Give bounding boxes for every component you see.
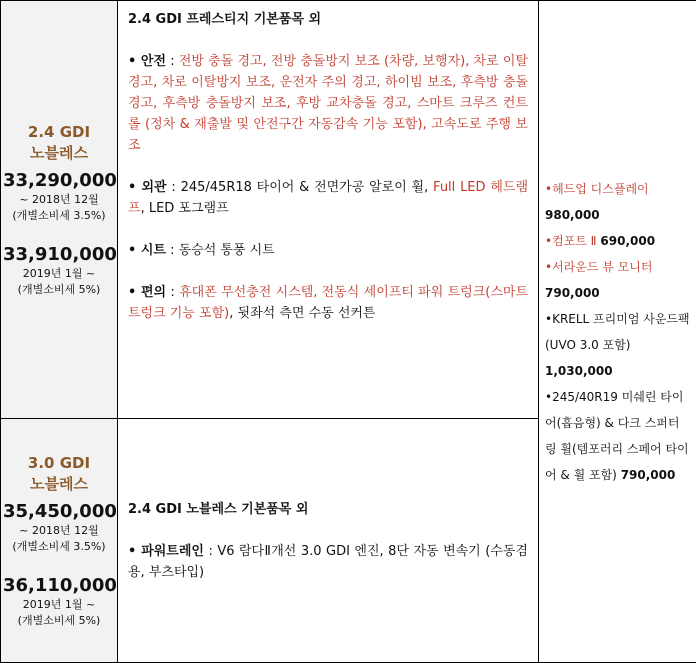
option-name: •헤드업 디스플레이 — [545, 176, 690, 202]
feature-convenience — [128, 282, 528, 324]
feature-text: 전방 충돌 경고, 전방 충돌방지 보조 (차량, 보행자), 차로 이탈 경고, 차로 이탈방지 보조, 운전자 주의 경고, 하이빔 보조, 후측방 충돌 경고, 후측방 충돌방지 보조, 후방 교차충돌 경고, 스마트 크루즈 컨트롤 (정차 & 재출발 및 안전구간 자동감속 기능 포함), 고속도로 주행 보조 — [128, 54, 528, 153]
feature-sep: : — [166, 285, 179, 300]
feature-text: , LED 포그램프 — [141, 201, 229, 216]
option-item — [545, 306, 690, 384]
option-item — [545, 254, 690, 306]
option-item — [545, 384, 690, 488]
features-cell-24 — [118, 1, 539, 419]
feature-label: • 편의 — [128, 285, 166, 300]
option-price: 690,000 — [600, 234, 655, 248]
trim-cell-24 — [1, 1, 118, 419]
price-period-note: ~ 2018년 12월 — [3, 523, 115, 539]
option-name: •서라운드 뷰 모니터 — [545, 254, 690, 280]
feature-label: • 파워트레인 — [128, 544, 204, 559]
features-title: 2.4 GDI 프레스티지 기본품목 외 — [128, 9, 528, 30]
feature-safety — [128, 51, 528, 156]
trim-price: 35,450,000 — [3, 501, 115, 523]
trim-name — [3, 453, 115, 495]
option-item — [545, 176, 690, 228]
option-price: 790,000 — [545, 280, 690, 306]
feature-sep: : — [167, 180, 181, 195]
option-price: 1,030,000 — [545, 358, 690, 384]
trim-name-line2: 노블레스 — [3, 143, 115, 164]
feature-text: 245/45R18 타이어 & 전면가공 알로이 휠, — [181, 180, 433, 195]
tax-note: (개별소비세 3.5%) — [3, 539, 115, 555]
trim-name — [3, 122, 115, 164]
feature-label: • 외관 — [128, 180, 167, 195]
feature-text-highlight: Full LED 헤드램프 — [128, 180, 528, 216]
trim-name-line1: 2.4 GDI — [3, 122, 115, 143]
feature-text: 동승석 통풍 시트 — [179, 243, 275, 258]
option-name: •245/40R19 미쉐린 타이어(흡음형) & 다크 스퍼터링 휠(템포러리 스페어 타이어 & 휠 포함) — [545, 390, 689, 482]
feature-text: , 뒷좌석 측면 수동 선커튼 — [229, 306, 375, 321]
feature-seat — [128, 240, 528, 261]
price-period-note: ~ 2018년 12월 — [3, 192, 115, 208]
trim-price: 33,910,000 — [3, 244, 115, 266]
tax-note: (개별소비세 5%) — [3, 613, 115, 629]
trim-price: 36,110,000 — [3, 575, 115, 597]
feature-sep: : — [166, 54, 179, 69]
price-period-note: 2019년 1월 ~ — [3, 597, 115, 613]
feature-text-highlight: 휴대폰 무선충전 시스템, 전동식 세이프티 파워 트렁크(스마트 트렁크 기능 포함) — [128, 285, 528, 321]
option-item — [545, 228, 690, 254]
trim-price: 33,290,000 — [3, 170, 115, 192]
tax-note: (개별소비세 3.5%) — [3, 208, 115, 224]
trim-name-line1: 3.0 GDI — [3, 453, 115, 474]
features-cell-30 — [118, 419, 539, 663]
trim-name-line2: 노블레스 — [3, 474, 115, 495]
feature-label: • 시트 — [128, 243, 166, 258]
feature-powertrain — [128, 541, 528, 583]
feature-exterior — [128, 177, 528, 219]
options-cell — [539, 1, 696, 663]
feature-sep: : — [204, 544, 217, 559]
feature-sep: : — [166, 243, 179, 258]
option-name: •컴포트 Ⅱ — [545, 234, 597, 248]
features-title: 2.4 GDI 노블레스 기본품목 외 — [128, 499, 528, 520]
option-name: •KRELL 프리미엄 사운드팩(UVO 3.0 포함) — [545, 306, 690, 358]
trim-cell-30 — [1, 419, 118, 663]
feature-text: V6 람다Ⅱ개선 3.0 GDI 엔진, 8단 자동 변속기 (수동겸용, 부츠타입) — [128, 544, 528, 580]
tax-note: (개별소비세 5%) — [3, 282, 115, 298]
table-row — [1, 1, 696, 419]
option-price: 790,000 — [621, 468, 676, 482]
price-period-note: 2019년 1월 ~ — [3, 266, 115, 282]
feature-label: • 안전 — [128, 54, 166, 69]
option-price: 980,000 — [545, 202, 690, 228]
